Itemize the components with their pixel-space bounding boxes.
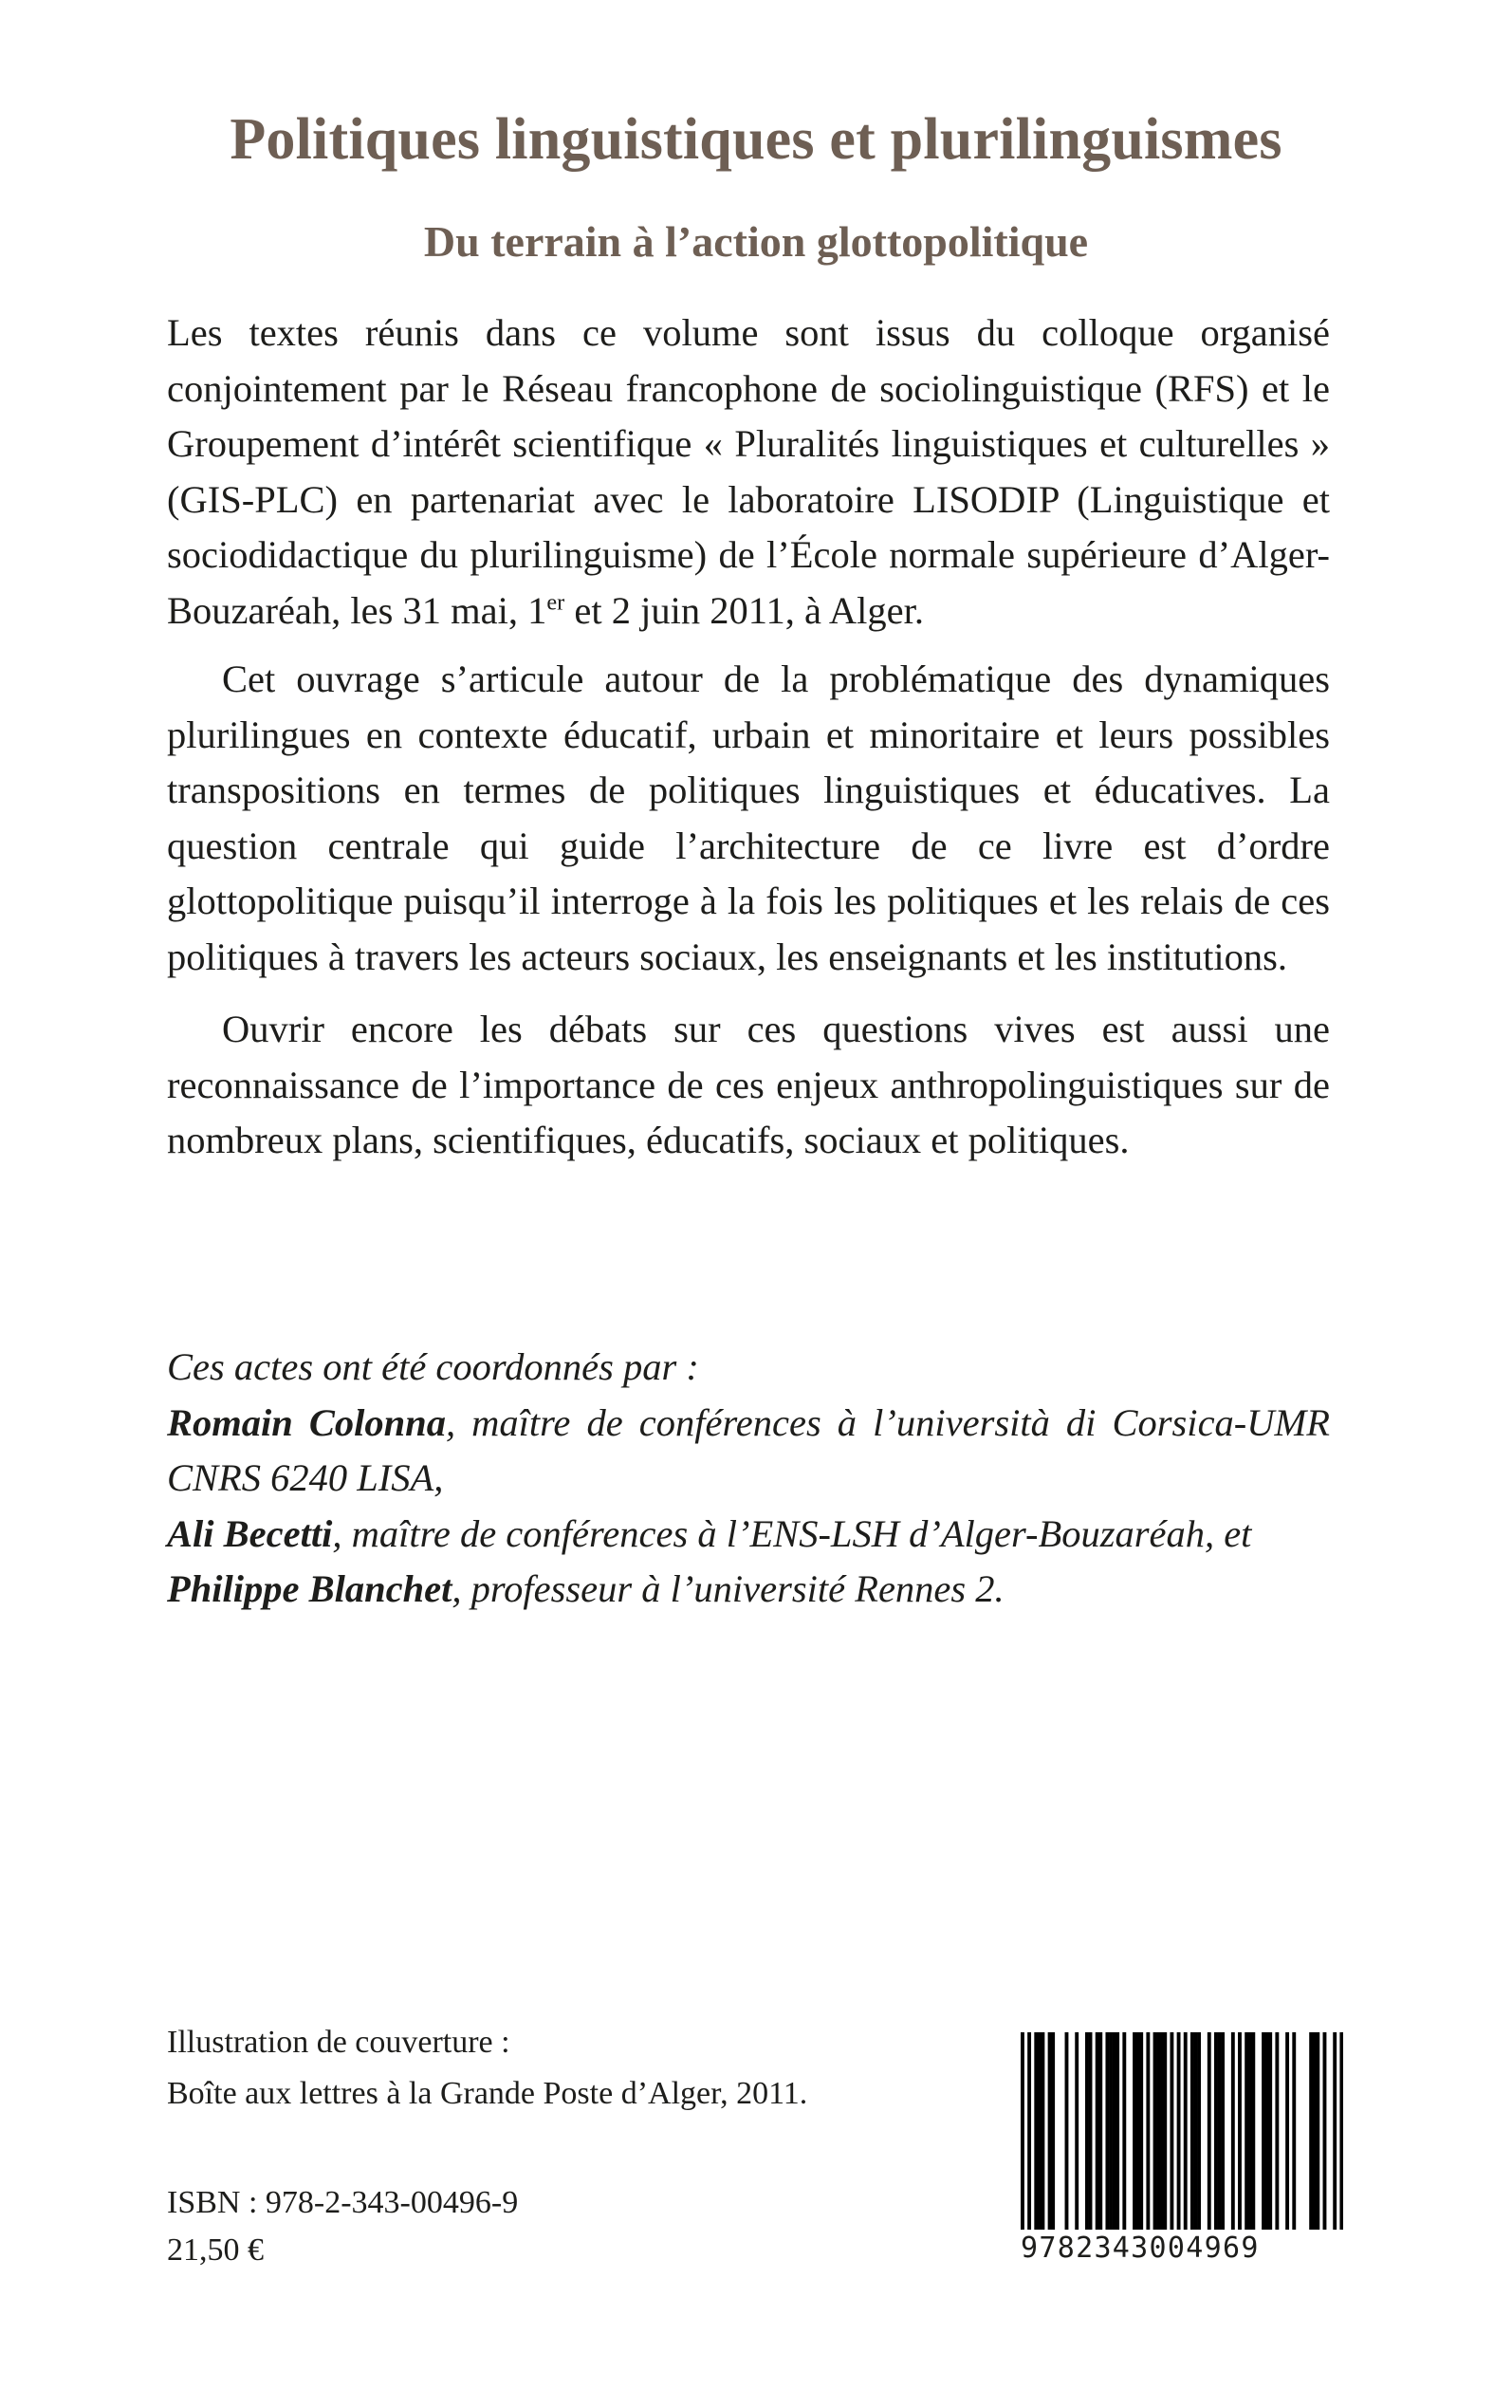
book-subtitle: Du terrain à l’action glottopolitique	[423, 217, 1089, 266]
barcode-bar	[1153, 2032, 1157, 2230]
barcode-bar	[1221, 2032, 1225, 2230]
summary-paragraph-3: Ouvrir encore les débats sur ces questions vives est aussi une reconnaissance de l’importance de ces enjeux anthropolinguistiques sur de nombreux plans, scientifiques, éducatifs, sociaux et politiques.	[167, 1008, 1330, 1161]
barcode-bar	[1262, 2032, 1265, 2230]
barcode-bar	[1075, 2032, 1079, 2230]
barcode-bar	[1218, 2032, 1222, 2230]
book-title: Politiques linguistiques et plurilinguismes	[230, 107, 1282, 172]
barcode-bar	[1251, 2032, 1255, 2230]
summary-paragraph-2: Cet ouvrage s’articule autour de la problématique des dynamiques plurilingues en contexte éducatif, urbain et minoritaire et leurs possibles transpositions en termes de politiques linguistiques et éducatives. La question centrale qui guide l’architecture de ce livre est d’ordre glottopolitique puisqu’il interroge à la fois les politiques et les relais de ces politiques à travers les acteurs sociaux, les enseignants et les institutions.	[167, 658, 1330, 978]
editor-role: , maître de conférences à l’ENS-LSH d’Alger-Bouzaréah, et	[332, 1511, 1252, 1555]
barcode-bar	[1098, 2032, 1102, 2230]
price: 21,50 €	[167, 2232, 264, 2268]
barcode-bar	[1190, 2032, 1194, 2230]
summary-paragraph-1	[167, 306, 1330, 639]
barcode-bar	[1214, 2032, 1218, 2230]
barcode-bar	[1116, 2032, 1119, 2230]
barcode-bar	[1096, 2032, 1099, 2230]
barcode-bar	[1065, 2032, 1069, 2230]
barcode-bar	[1156, 2032, 1160, 2230]
barcode-bar	[1170, 2032, 1173, 2230]
barcode-bar	[1248, 2032, 1252, 2230]
barcode-bar	[1177, 2032, 1181, 2230]
editor-entry	[167, 1507, 1330, 1563]
ordinal-suffix: er	[546, 589, 565, 615]
barcode-digits: 9782343004969	[1021, 2232, 1260, 2265]
editor-entry	[167, 1562, 1330, 1618]
barcode-bar	[1133, 2032, 1136, 2230]
credits-intro: Ces actes ont été coordonnés par :	[167, 1345, 699, 1388]
cover-illustration-description: Boîte aux lettres à la Grande Poste d’Alger, 2011.	[167, 2076, 808, 2111]
barcode-bar	[1048, 2032, 1052, 2230]
editor-role: , professeur à l’université Rennes 2.	[452, 1567, 1005, 1610]
barcode-bar	[1163, 2032, 1167, 2230]
cover-illustration-label: Illustration de couverture :	[167, 2025, 510, 2060]
barcode-bar	[1323, 2032, 1327, 2230]
barcode-bar	[1089, 2032, 1093, 2230]
barcode-bar	[1333, 2032, 1337, 2230]
barcode-bar	[1245, 2032, 1248, 2230]
barcode-bar	[1105, 2032, 1109, 2230]
barcode-bar	[1034, 2032, 1038, 2230]
barcode-bar	[1160, 2032, 1164, 2230]
barcode-bar	[1194, 2032, 1198, 2230]
editor-role: , maître de conférences à l’università di Corsica-UMR CNRS 6240 LISA,	[167, 1400, 1331, 1499]
cover-illustration-credit	[167, 2017, 807, 2120]
barcode-bar	[1238, 2032, 1242, 2230]
summary	[167, 306, 1330, 1169]
isbn: ISBN : 978-2-343-00496-9	[167, 2185, 519, 2220]
barcode-bar	[1109, 2032, 1113, 2230]
barcode-bar	[1184, 2032, 1188, 2230]
barcode-bar	[1085, 2032, 1089, 2230]
barcode-bar	[1051, 2032, 1055, 2230]
barcode-bar	[1285, 2032, 1289, 2230]
editor-name: Romain Colonna	[167, 1400, 446, 1444]
barcode-bar	[1122, 2032, 1126, 2230]
barcode-bar	[1038, 2032, 1042, 2230]
barcode-bar	[1231, 2032, 1235, 2230]
barcode-bar	[1275, 2032, 1279, 2230]
barcode-bar	[1265, 2032, 1269, 2230]
barcode-bar	[1313, 2032, 1317, 2230]
barcode-bar	[1309, 2032, 1313, 2230]
barcode-bar	[1316, 2032, 1319, 2230]
barcode-bar	[1208, 2032, 1211, 2230]
barcode-bar	[1292, 2032, 1296, 2230]
barcode-bar	[1146, 2032, 1150, 2230]
editor-name: Ali Becetti	[167, 1511, 333, 1555]
editor-name: Philippe Blanchet	[167, 1567, 452, 1610]
barcode-bar	[1339, 2032, 1343, 2230]
barcode-bar	[1197, 2032, 1201, 2230]
summary-paragraph-1-text: Les textes réunis dans ce volume sont issus du colloque organisé conjointement par le Réseau francophone de sociolinguistique (RFS) et le Groupement d’intérêt scientifique « Pluralités linguistiques et culturelles » (GIS-PLC) en partenariat avec le laboratoire LISODIP (Linguistique et sociodidactique du plurilinguisme) de l’École normale supérieure d’Alger-Bouzaréah, les 31 mai, 1	[167, 311, 1330, 632]
barcode-bar	[1021, 2032, 1024, 2230]
barcode-bar	[1139, 2032, 1143, 2230]
barcode-bar	[1113, 2032, 1116, 2230]
barcode-bar	[1041, 2032, 1044, 2230]
barcode-bar	[1027, 2032, 1031, 2230]
editor-entry	[167, 1396, 1330, 1507]
summary-paragraph-1-end: et 2 juin 2011, à Alger.	[564, 588, 924, 632]
credits	[167, 1340, 1330, 1618]
barcode-bar	[1136, 2032, 1140, 2230]
barcode-bars	[1021, 2032, 1343, 2230]
barcode-bar	[1268, 2032, 1272, 2230]
